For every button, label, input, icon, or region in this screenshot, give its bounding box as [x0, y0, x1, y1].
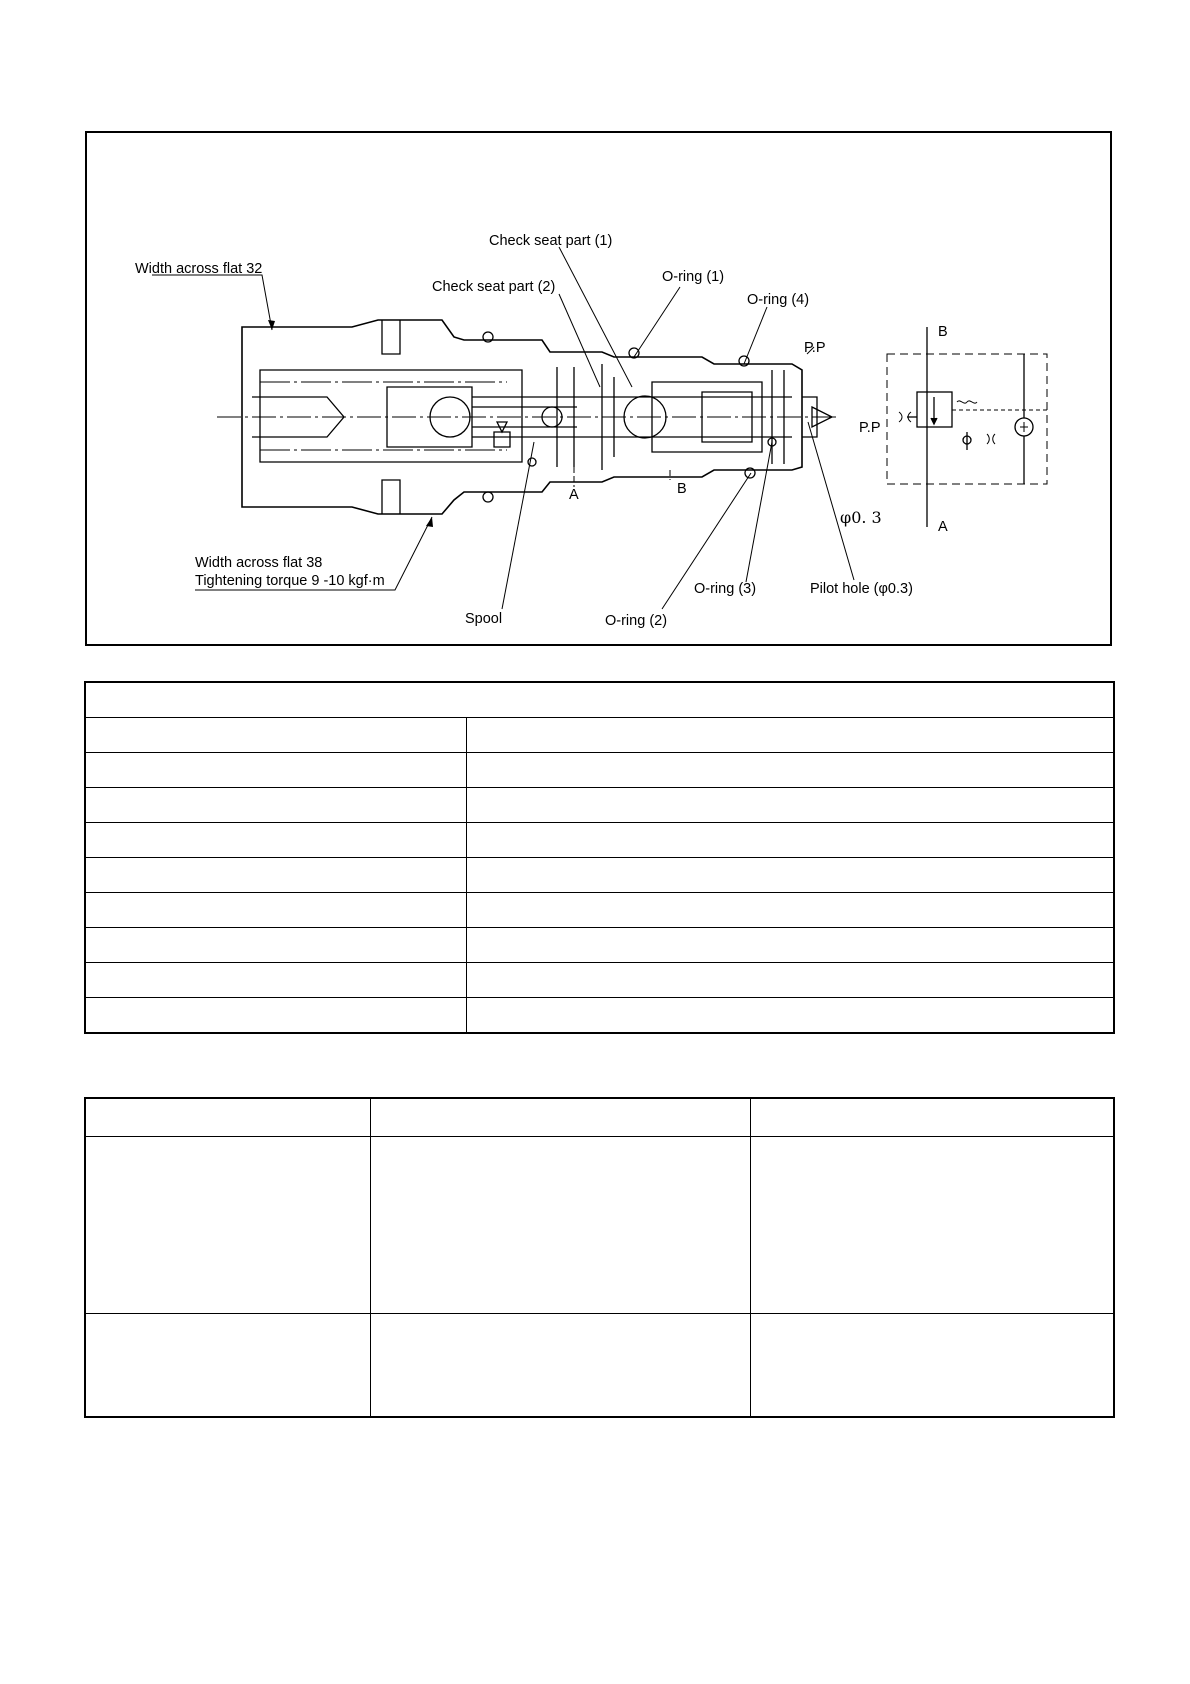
- table-cell: [370, 1313, 750, 1417]
- table-row: [85, 858, 1114, 893]
- table-cell: [370, 1136, 750, 1313]
- table-cell: [466, 893, 1114, 928]
- table-cell: [750, 1313, 1114, 1417]
- label-o-ring-2: O-ring (2): [605, 613, 668, 629]
- label-o-ring-3: O-ring (3): [694, 581, 757, 597]
- diagram-frame: [85, 131, 1112, 646]
- table-cell: [85, 858, 466, 893]
- table-header-cell: [85, 1098, 370, 1136]
- valve-section-diagram: [87, 133, 1110, 644]
- table-row: [85, 753, 1114, 788]
- table-cell: [85, 998, 466, 1034]
- table-cell: [85, 1313, 370, 1417]
- label-port-a: A: [569, 487, 579, 503]
- table-row: [85, 963, 1114, 998]
- label-port-b: B: [677, 481, 687, 497]
- table-cell: [85, 788, 466, 823]
- label-width-flat-38: Width across flat 38: [195, 555, 323, 571]
- table-row: [85, 998, 1114, 1034]
- table-row: [85, 1313, 1114, 1417]
- spec-table: [84, 681, 1115, 1034]
- check-table-header-row: [85, 1098, 1114, 1136]
- label-pp-top: P.P: [804, 340, 826, 356]
- table-cell: [85, 823, 466, 858]
- table-cell: [750, 1136, 1114, 1313]
- label-check-seat-2: Check seat part (2): [432, 279, 556, 295]
- table-row: [85, 823, 1114, 858]
- label-pilot-hole: Pilot hole (φ0.3): [810, 581, 913, 597]
- symbol-port-b: B: [938, 324, 948, 340]
- hydraulic-symbol: [887, 327, 1047, 527]
- table-cell: [85, 928, 466, 963]
- table-row: [85, 1136, 1114, 1313]
- spec-table-header: [85, 682, 1114, 718]
- spec-table-header-row: [85, 682, 1114, 718]
- symbol-pp: P.P: [859, 420, 881, 436]
- table-cell: [466, 753, 1114, 788]
- table-header-cell: [750, 1098, 1114, 1136]
- label-width-flat-32: Width across flat 32: [135, 261, 263, 277]
- table-cell: [466, 928, 1114, 963]
- table-cell: [466, 963, 1114, 998]
- table-cell: [85, 753, 466, 788]
- table-cell: [466, 858, 1114, 893]
- table-row: [85, 788, 1114, 823]
- label-check-seat-1: Check seat part (1): [489, 233, 613, 249]
- symbol-port-a: A: [938, 519, 948, 535]
- table-cell: [85, 963, 466, 998]
- check-table: [84, 1097, 1115, 1418]
- table-cell: [466, 998, 1114, 1034]
- table-cell: [85, 1136, 370, 1313]
- table-cell: [85, 718, 466, 753]
- label-spool: Spool: [465, 611, 503, 627]
- label-torque: Tightening torque 9 -10 kgf·m: [195, 573, 385, 589]
- table-row: [85, 928, 1114, 963]
- table-cell: [466, 718, 1114, 753]
- table-cell: [466, 823, 1114, 858]
- table-row: [85, 893, 1114, 928]
- table-cell: [85, 893, 466, 928]
- table-cell: [466, 788, 1114, 823]
- symbol-orifice: φ0. 3: [840, 508, 882, 527]
- arrow-head: [268, 320, 433, 527]
- label-o-ring-1: O-ring (1): [662, 269, 725, 285]
- table-row: [85, 718, 1114, 753]
- label-o-ring-4: O-ring (4): [747, 292, 810, 308]
- table-header-cell: [370, 1098, 750, 1136]
